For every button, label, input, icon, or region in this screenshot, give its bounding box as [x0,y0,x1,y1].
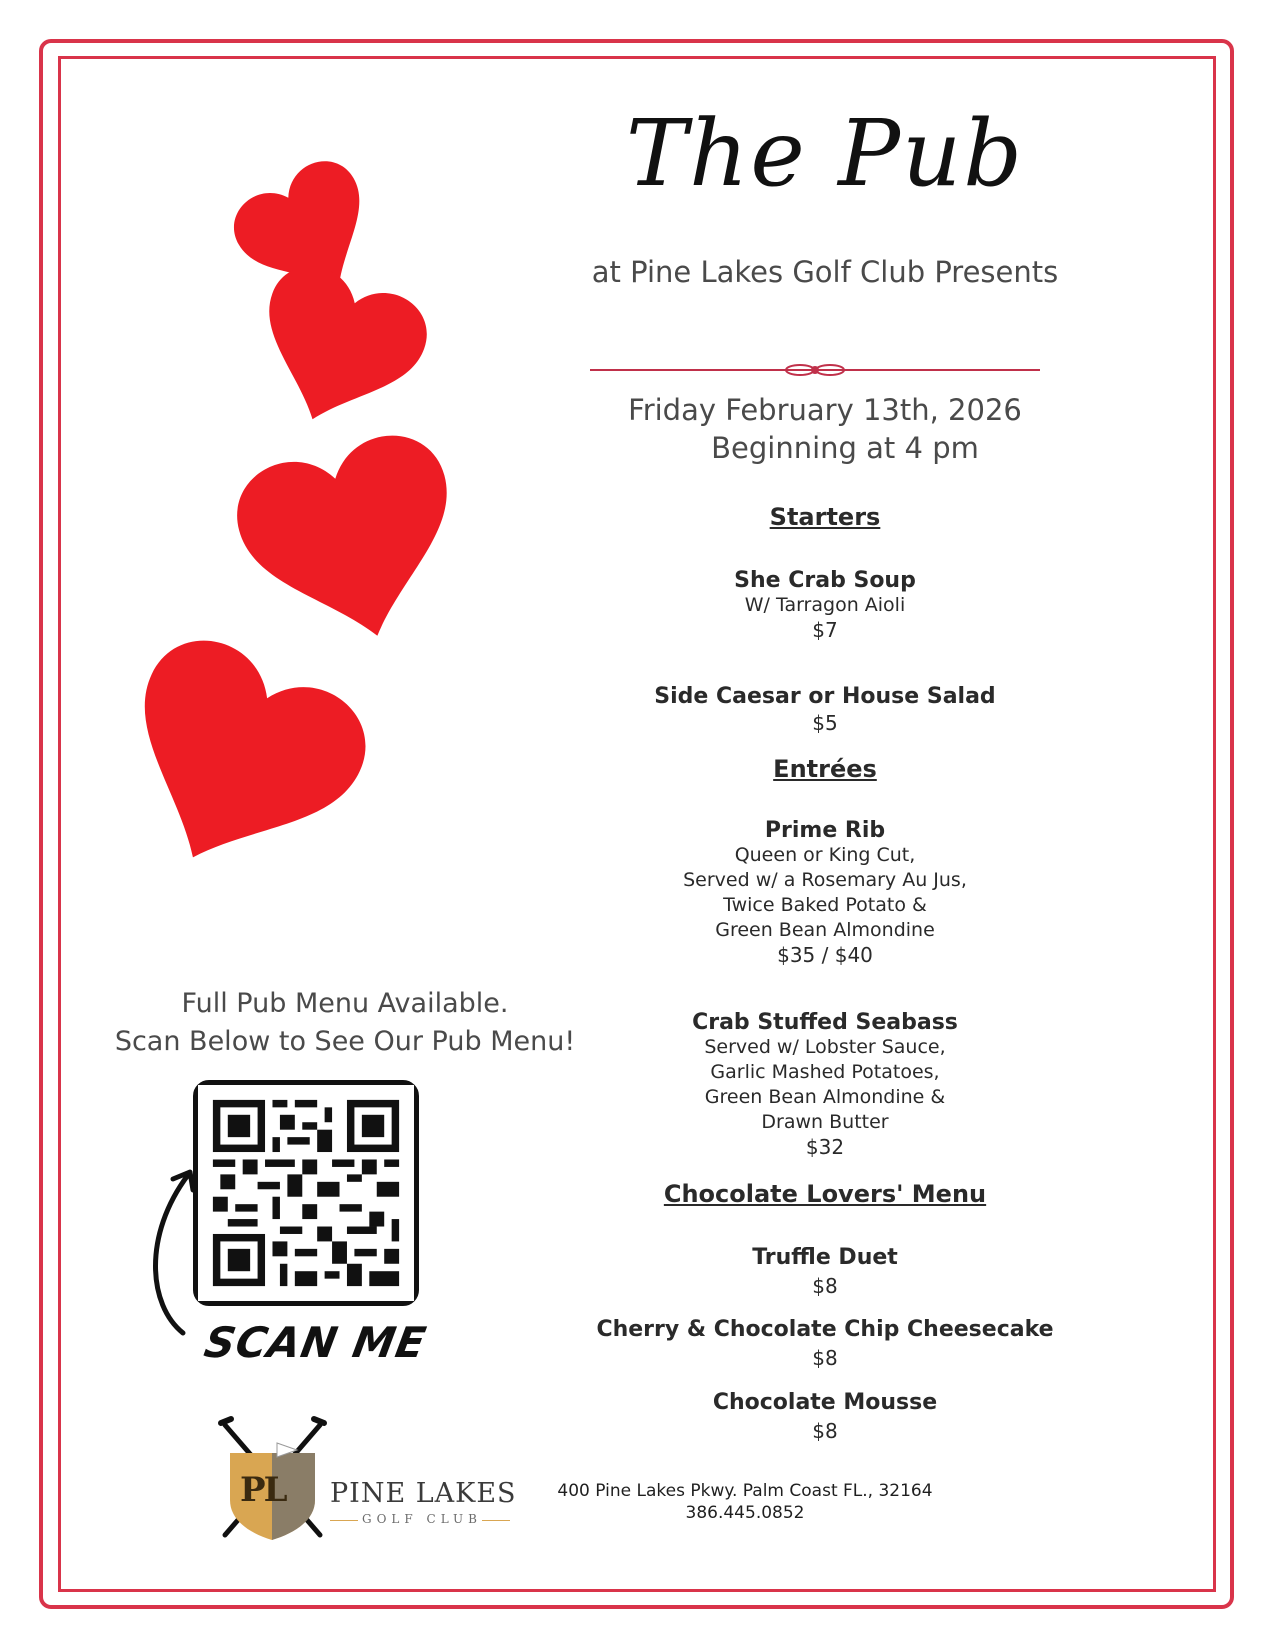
logo-rule-left [330,1520,358,1521]
event-time-line: Beginning at 4 pm [711,431,979,465]
item-price: $8 [812,1346,838,1370]
event-date [560,391,1090,467]
menu-item [560,568,1090,642]
starters-heading: Starters [769,503,881,531]
item-desc: Served w/ a Rosemary Au Jus, [683,869,967,891]
phone: 386.445.0852 [685,1503,805,1523]
logo-rule-right [482,1520,510,1521]
item-price: $8 [812,1419,838,1443]
full-menu-note [55,985,635,1061]
item-name: Side Caesar or House Salad [654,684,996,709]
item-name: Crab Stuffed Seabass [692,1010,958,1035]
ornament-divider [590,360,1040,380]
item-price: $7 [812,618,838,642]
menu-item [560,1010,1090,1159]
subtitle: at Pine Lakes Golf Club Presents [591,255,1059,289]
item-desc: Twice Baked Potato & [723,894,927,916]
menu-item [560,1245,1090,1298]
page-title: The Pub [625,100,1025,207]
heart-icon [100,621,384,900]
item-name: Chocolate Mousse [712,1390,938,1415]
item-desc: Served w/ Lobster Sauce, [704,1036,946,1058]
hearts-decoration [100,140,480,900]
qr-code[interactable] [193,1080,419,1306]
item-desc: Green Bean Almondine [715,919,935,941]
qr-code-icon [198,1085,414,1301]
item-name: She Crab Soup [734,568,916,593]
item-desc: W/ Tarragon Aioli [744,594,906,616]
item-name: Truffle Duet [752,1245,898,1270]
item-desc: Queen or King Cut, [734,844,916,866]
heart-icon [237,255,439,447]
scan-instruction: Scan Below to See Our Pub Menu! [114,1026,576,1057]
event-date-line: Friday February 13th, 2026 [628,393,1022,427]
entrees-heading: Entrées [773,755,877,783]
menu-item [560,1390,1090,1443]
logo-subtitle: GOLF CLUB [362,1512,482,1526]
scan-me-label: SCAN ME [200,1318,431,1367]
item-name: Cherry & Chocolate Chip Cheesecake [596,1317,1054,1342]
arrow-icon [138,1165,208,1340]
menu-item [560,1317,1090,1370]
item-name: Prime Rib [764,818,886,843]
menu-item [560,818,1090,967]
menu-item [560,684,1090,735]
logo-monogram: PL [240,1470,286,1510]
heart-icon [225,423,480,663]
item-desc: Drawn Butter [761,1111,889,1133]
item-desc: Garlic Mashed Potatoes, [710,1061,940,1083]
chocolate-heading: Chocolate Lovers' Menu [663,1180,987,1208]
address-block [525,1480,965,1524]
address: 400 Pine Lakes Pkwy. Palm Coast FL., 32164 [557,1481,933,1501]
item-price: $35 / $40 [777,943,873,967]
logo-name: PINE LAKES [330,1478,517,1509]
item-desc: Green Bean Almondine & [704,1086,946,1108]
item-price: $8 [812,1274,838,1298]
item-price: $5 [812,711,838,735]
full-menu-line: Full Pub Menu Available. [181,988,509,1019]
item-price: $32 [805,1135,845,1159]
